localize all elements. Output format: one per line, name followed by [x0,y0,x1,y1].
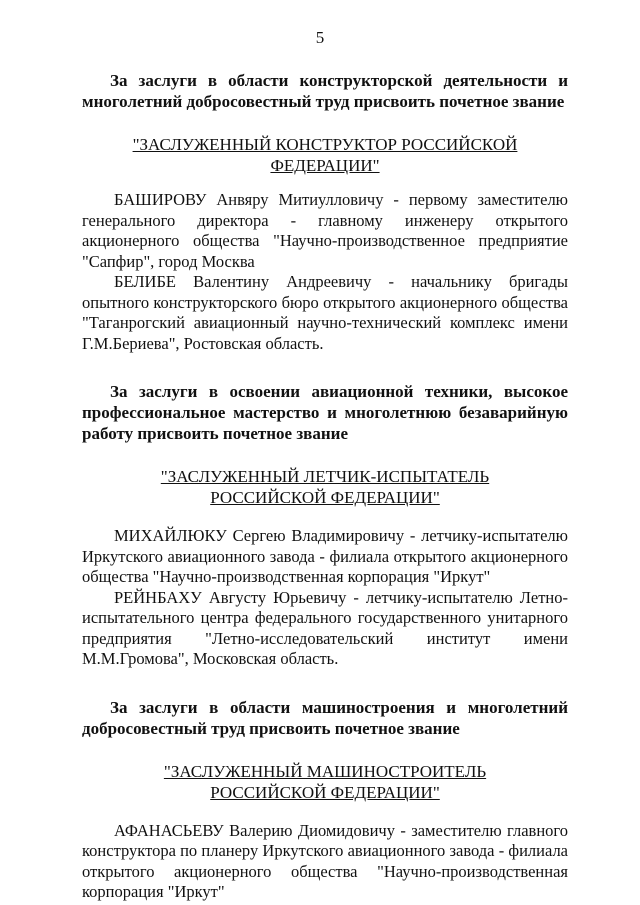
decree-body [82,0,568,903]
section-intro: За заслуги в области конструкторской деятельности и многолетний добросовестный труд присвоить почетное звание [82,71,568,111]
honorary-title [82,761,568,803]
awardee-entry: БАШИРОВУ Анвяру Митиулловичу - первому заместителю генерального директора - главному инженеру открытого акционерного общества "Научно-производственное предприятие "Сапфир", город Москва [82,190,568,271]
awardee-entry: БЕЛИБЕ Валентину Андреевичу - начальнику бригады опытного конструкторского бюро открытого акционерного общества "Таганрогский авиационный научно-технический комплекс имени Г.М.Бериева", Ростовская область. [82,272,568,353]
honorary-title [82,134,568,176]
awardee-entry: АФАНАСЬЕВУ Валерию Диомидовичу - заместителю главного конструктора по планеру Иркутского авиационного завода - филиала открытого акционерного общества "Научно-производственная корпорация "Иркут" [82,820,568,901]
honorary-title-line: "ЗАСЛУЖЕННЫЙ МАШИНОСТРОИТЕЛЬ [163,761,487,781]
honorary-title-line: "ЗАСЛУЖЕННЫЙ ЛЕТЧИК-ИСПЫТАТЕЛЬ [160,467,490,486]
section-machine-builder [82,697,568,903]
page-number: 5 [315,28,325,47]
section-constructor [82,70,568,354]
honorary-title-line: РОССИЙСКОЙ ФЕДЕРАЦИИ" [210,488,440,507]
section-intro: За заслуги в освоении авиационной техники, высокое профессиональное мастерство и многолетнюю безаварийную работу присвоить почетное звание [82,382,568,443]
section-test-pilot [82,381,568,670]
awardee-entry: РЕЙНБАХУ Августу Юрьевичу - летчику-испытателю Летно-испытательного центра федерального государственного унитарного предприятия "Летно-исследовательский институт имени М.М.Громова", Московская область. [82,587,568,668]
awardee-entry: МИХАЙЛЮКУ Сергею Владимировичу - летчику-испытателю Иркутского авиационного завода - филиала открытого акционерного общества "Научно-производственная корпорация "Иркут" [82,526,568,586]
honorary-title-line: "ЗАСЛУЖЕННЫЙ КОНСТРУКТОР РОССИЙСКОЙ ФЕДЕРАЦИИ" [132,135,518,175]
section-intro: За заслуги в области машиностроения и многолетний добросовестный труд присвоить почетное звание [82,697,568,738]
honorary-title-line: РОССИЙСКОЙ ФЕДЕРАЦИИ" [210,782,440,802]
honorary-title [82,466,568,508]
